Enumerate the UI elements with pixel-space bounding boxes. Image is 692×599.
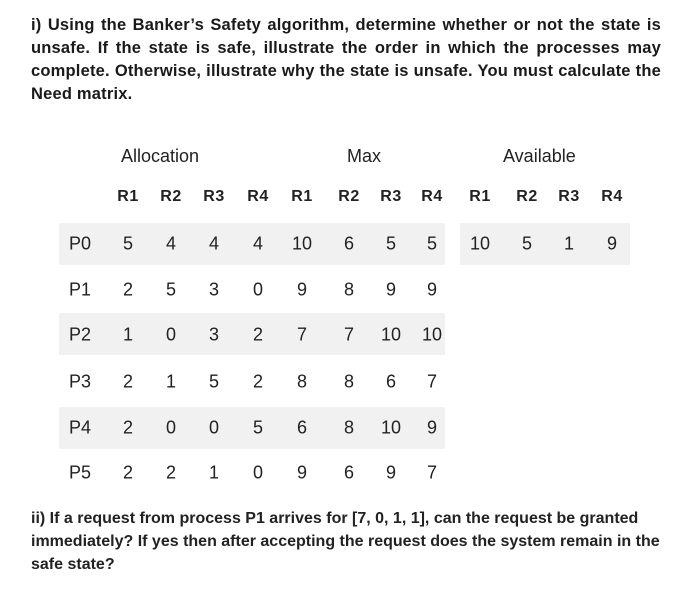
available-header-r2: R2 — [516, 188, 538, 205]
max-header-r1: R1 — [291, 188, 313, 205]
process-label: P2 — [69, 324, 92, 345]
available-cell: 5 — [521, 233, 533, 254]
allocation-cell: 1 — [208, 462, 220, 483]
allocation-cell: 5 — [122, 233, 134, 254]
process-label: P3 — [69, 371, 92, 392]
max-cell: 6 — [296, 417, 308, 438]
max-cell: 6 — [343, 233, 355, 254]
available-header-r1: R1 — [469, 188, 491, 205]
allocation-heading: Allocation — [121, 146, 200, 166]
allocation-cell: 0 — [165, 417, 177, 438]
max-header-r4: R4 — [421, 188, 443, 205]
max-cell: 10 — [291, 233, 313, 254]
allocation-cell: 0 — [252, 462, 264, 483]
process-label: P0 — [69, 233, 92, 254]
max-cell: 6 — [385, 371, 397, 392]
max-cell: 7 — [426, 371, 438, 392]
max-cell: 8 — [343, 371, 355, 392]
allocation-cell: 0 — [208, 417, 220, 438]
allocation-cell: 2 — [122, 279, 134, 300]
max-heading: Max — [347, 146, 382, 166]
allocation-cell: 4 — [208, 233, 220, 254]
process-label: P1 — [69, 279, 92, 300]
max-cell: 8 — [343, 417, 355, 438]
process-label: P5 — [69, 462, 92, 483]
allocation-cell: 4 — [165, 233, 177, 254]
max-cell: 9 — [385, 462, 397, 483]
allocation-cell: 5 — [165, 279, 177, 300]
max-cell: 8 — [296, 371, 308, 392]
max-cell: 7 — [296, 324, 308, 345]
available-cell: 10 — [469, 233, 491, 254]
allocation-cell: 2 — [122, 371, 134, 392]
question-1-text: i) Using the Banker’s Safety algorithm, determine whether or not the state is unsafe. If the state is safe, illustrate the order in which the processes may complete. Otherwise, illustrate why the state is unsafe. You must calculate the Need matrix. — [31, 16, 661, 103]
available-heading: Available — [503, 146, 576, 166]
allocation-cell: 2 — [252, 324, 264, 345]
max-cell: 5 — [426, 233, 438, 254]
allocation-cell: 1 — [165, 371, 177, 392]
process-label: P4 — [69, 417, 92, 438]
allocation-cell: 2 — [122, 417, 134, 438]
max-cell: 10 — [380, 324, 402, 345]
allocation-cell: 3 — [208, 324, 220, 345]
max-cell: 9 — [426, 279, 438, 300]
allocation-cell: 0 — [252, 279, 264, 300]
allocation-cell: 5 — [208, 371, 220, 392]
max-cell: 10 — [421, 324, 443, 345]
allocation-cell: 2 — [252, 371, 264, 392]
allocation-cell: 2 — [165, 462, 177, 483]
allocation-cell: 4 — [252, 233, 264, 254]
max-cell: 7 — [343, 324, 355, 345]
max-cell: 9 — [296, 462, 308, 483]
max-header-r2: R2 — [338, 188, 360, 205]
available-cell: 9 — [606, 233, 618, 254]
max-cell: 9 — [385, 279, 397, 300]
allocation-header-r2: R2 — [160, 188, 182, 205]
allocation-header-r4: R4 — [247, 188, 269, 205]
max-cell: 9 — [296, 279, 308, 300]
allocation-cell: 5 — [252, 417, 264, 438]
max-header-r3: R3 — [380, 188, 402, 205]
available-cell: 1 — [563, 233, 575, 254]
question-2-text: ii) If a request from process P1 arrives for [7, 0, 1, 1], can the request be granted immediately? If yes then after accepting the request does the system remain in the safe state? — [31, 510, 660, 573]
max-cell: 6 — [343, 462, 355, 483]
available-header-r3: R3 — [558, 188, 580, 205]
max-cell: 7 — [426, 462, 438, 483]
max-cell: 9 — [426, 417, 438, 438]
allocation-cell: 3 — [208, 279, 220, 300]
max-cell: 5 — [385, 233, 397, 254]
available-header-r4: R4 — [601, 188, 623, 205]
allocation-cell: 1 — [122, 324, 134, 345]
allocation-cell: 2 — [122, 462, 134, 483]
allocation-header-r1: R1 — [117, 188, 139, 205]
allocation-cell: 0 — [165, 324, 177, 345]
allocation-header-r3: R3 — [203, 188, 225, 205]
max-cell: 10 — [380, 417, 402, 438]
max-cell: 8 — [343, 279, 355, 300]
